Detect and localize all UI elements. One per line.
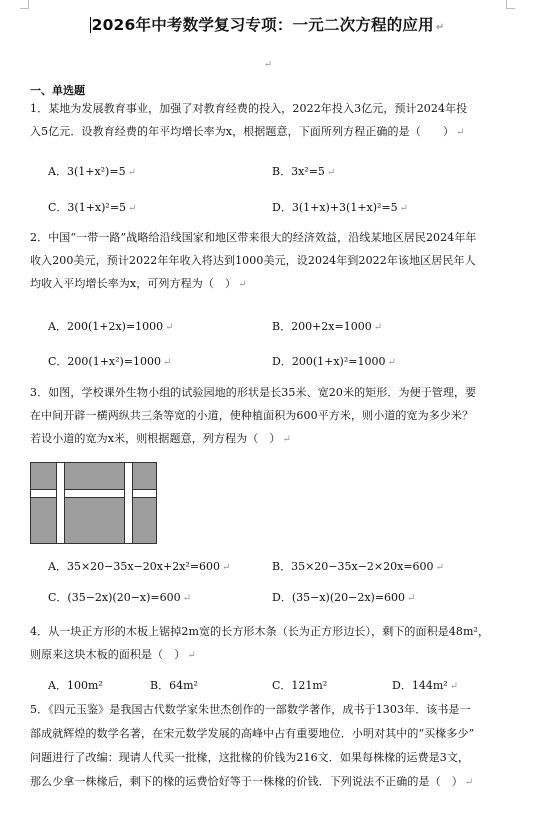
- empty-paragraph: [0, 52, 534, 71]
- paragraph-mark-icon: ↵: [127, 167, 136, 178]
- question-1-option-d: D．3(1+x)+3(1+x)²=5 ↵: [272, 201, 409, 214]
- section-heading-text: 一、单选题: [30, 84, 85, 97]
- question-3-option-d: D．(35−x)(20−2x)=600 ↵: [272, 591, 416, 604]
- question-1-option-a: A．3(1+x²)=5 ↵: [48, 165, 136, 178]
- question-4-option-b: B．64m²: [150, 679, 198, 692]
- question-4: [30, 620, 514, 667]
- paragraph-mark-icon: ↵: [163, 357, 172, 368]
- paragraph-mark-icon: ↵: [263, 59, 273, 70]
- question-2-option-c: C．200(1+x²)=1000 ↵: [48, 355, 172, 368]
- question-2-line-3: 均收入平均增长率为x，可列方程为（ ） ↵: [30, 277, 247, 290]
- vertical-path-left: [56, 463, 65, 543]
- question-4-option-c: C．121m²: [272, 679, 328, 692]
- question-5: [30, 698, 514, 795]
- paragraph-mark-icon: ↵: [449, 681, 459, 692]
- question-1-option-b: B．3x²=5 ↵: [272, 165, 336, 178]
- question-3-line-2: 在中间开辟一横两纵共三条等宽的小道，使种植面积为600平方米，则小道的宽为多少米？: [30, 409, 474, 422]
- horizontal-path: [31, 489, 156, 498]
- garden-figure: [30, 462, 157, 544]
- paragraph-mark-icon: ↵: [238, 279, 247, 290]
- section-heading: [30, 82, 85, 98]
- paragraph-mark-icon: ↵: [373, 322, 383, 333]
- paragraph-mark-icon: ↵: [387, 357, 396, 368]
- paragraph-mark-icon: ↵: [165, 322, 174, 333]
- question-4-option-d: D．144m² ↵: [392, 679, 459, 692]
- question-1-option-c: C．3(1+x)²=5 ↵: [48, 201, 137, 214]
- paragraph-mark-icon: ↵: [222, 562, 231, 573]
- paragraph-mark-icon: ↵: [435, 562, 444, 573]
- paragraph-mark-icon: ↵: [399, 203, 409, 214]
- paragraph-mark-icon: ↵: [282, 434, 291, 445]
- question-3-option-b: B．35×20−35x−2×20x=600 ↵: [272, 560, 444, 573]
- question-5-line-1: 5．《四元玉鉴》是我国古代数学家朱世杰创作的一部数学著作，成书于1303年．该书是一: [30, 703, 471, 716]
- question-3: [30, 381, 514, 451]
- question-2-option-a: A．200(1+2x)=1000 ↵: [48, 320, 174, 333]
- question-4-line-2: 则原来这块木板的面积是（ ） ↵: [30, 648, 196, 661]
- vertical-path-right: [124, 463, 133, 543]
- question-1-line-1: 1．某地为发展教育事业，加强了对教育经费的投入，2022年投入3亿元，预计2024年投: [30, 102, 468, 115]
- question-2-line-1: 2．中国“一带一路”战略给沿线国家和地区带来很大的经济效益，沿线某地区居民2024年年: [30, 231, 477, 244]
- question-2-line-2: 收入200美元，预计2022年年收入将达到1000美元，设2024年到2022年该地区居民年人: [30, 254, 476, 267]
- paragraph-mark-icon: ↵: [182, 593, 192, 604]
- text-cursor: [90, 17, 91, 33]
- paragraph-mark-icon: ↵: [326, 167, 336, 178]
- paragraph-mark-icon: ↵: [128, 203, 137, 214]
- question-5-line-2: 部成就辉煌的数学名著，在宋元数学发展的高峰中占有重要地位．小明对其中的“买椽多少”: [30, 727, 475, 740]
- question-5-line-3: 问题进行了改编：现请人代买一批椽，这批椽的价钱为216文．如果每株椽的运费是3文，: [30, 751, 470, 764]
- document-title[interactable]: [0, 13, 534, 35]
- question-2-option-d: D．200(1+x)²=1000 ↵: [272, 355, 396, 368]
- paragraph-mark-icon: ↵: [407, 593, 416, 604]
- question-3-line-1: 3．如图，学校课外生物小组的试验园地的形状是长35米、宽20米的矩形．为便于管理，要: [30, 386, 477, 399]
- margin-corner-mark: [506, 0, 515, 9]
- question-3-option-c: C．(35−2x)(20−x)=600 ↵: [48, 591, 192, 604]
- question-1-line-2: 入5亿元．设教育经费的年平均增长率为x，根据题意，下面所列方程正确的是（ ） ↵: [30, 125, 465, 138]
- question-4-line-1: 4．从一块正方形的木板上锯掉2m宽的长方形木条（长为正方形边长），剩下的面积是48m²，: [30, 625, 490, 638]
- margin-corner-mark: [20, 0, 29, 9]
- paragraph-mark-icon: ↵: [456, 127, 465, 138]
- paragraph-mark-icon: ↵: [187, 650, 196, 661]
- question-3-line-3: 若设小道的宽为x米，则根据题意，列方程为（ ） ↵: [30, 432, 291, 445]
- question-3-option-a: A．35×20−35x−20x+2x²=600 ↵: [48, 560, 231, 573]
- question-5-line-4: 那么少拿一株椽后，剩下的椽的运费恰好等于一株椽的价钱．下列说法不正确的是（ ） ↵: [30, 775, 474, 788]
- question-2-option-b: B．200+2x=1000 ↵: [272, 320, 383, 333]
- paragraph-mark-icon: ↵: [435, 22, 445, 33]
- question-1: [30, 97, 514, 144]
- paragraph-mark-icon: ↵: [464, 777, 474, 788]
- title-text: 2026年中考数学复习专项：一元二次方程的应用: [91, 16, 434, 34]
- question-2: [30, 226, 514, 296]
- question-4-option-a: A．100m²: [48, 679, 103, 692]
